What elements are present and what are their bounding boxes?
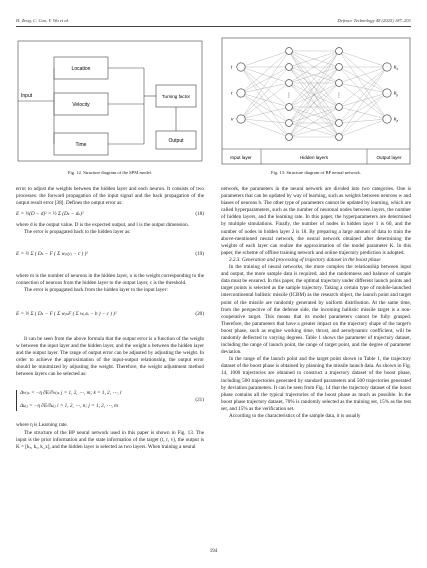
- equation-20-number: (20): [195, 311, 204, 318]
- network-edge: [241, 67, 289, 93]
- network-edge: [241, 93, 289, 137]
- figure-13-caption: Fig. 13. Structure diagram of BP neural network.: [271, 170, 361, 175]
- input-node-label: v: [231, 117, 234, 123]
- paragraph: The error is propagated back from the hidden layer to the input layer:: [24, 286, 168, 293]
- figure-12-caption: Fig. 12. Structure diagram of the SPM model.: [67, 170, 153, 175]
- network-edge: [241, 119, 289, 123]
- network-node: [286, 64, 293, 71]
- ellipsis-dots: ⋮: [286, 93, 292, 99]
- paragraph: The structure of the BP neural network used in this paper is shown in Fig. 13. The input is the prior information and the state information of the target (t, r, v), the output is K = [kₓ, kᵧ, k_z], and the hidden layer is selected as two layers. When training a neural: [16, 429, 204, 450]
- network-edge: [241, 67, 289, 83]
- node-label-velocity: Velocity: [72, 102, 90, 108]
- network-node: [336, 120, 343, 127]
- paragraph: It can be seen from the above formula that the output error is a function of the weight w between the input layer and the hidden layer, and the weight u between the hidden layer and the output layer. The range of output error can be adjusted by adjusting the weight. In order to achieve the approximation of the input-output relationship, the output error should be minimized by adjusting the weight. Therefore, the weight adjustment method between layers can be selected as:: [16, 335, 204, 378]
- section-heading: 3.2.3. Generation and processing of trajectory dataset in the boost phase: [229, 256, 381, 263]
- ellipsis-dots: ⋮: [336, 93, 342, 99]
- network-edge: [241, 67, 289, 137]
- input-node-label: t: [231, 65, 233, 71]
- network-node: [336, 48, 343, 55]
- network-edge: [241, 83, 289, 93]
- equation-19: [16, 241, 204, 269]
- paragraph: network, the parameters in the neural network are divided into two categories. One is parameters that can be updated by way of learning, such as weights between neurons w and biases of neurons b. The other type of parameters cannot be updated by learning, which are called hyperparameters, such as the number of neuronal nodes between layers, the number of hidden layers, and the learning rate. In this paper, the hyperparameters are determined by multiple simulations. Finally, the number of nodes in hidden layer 1 is 60, and the number of nodes in hidden layer 2 is 18. By preparing a large amount of data to train the above-mentioned neural network, the neural network obtained after determining the weights of each layer can realize the approximation of the model parameter K. In this paper, the scheme of offline training network and online trajectory prediction is adopted.: [221, 186, 411, 256]
- network-node: [237, 63, 245, 71]
- network-node: [336, 64, 343, 71]
- equation-18-body: E = ½(D − d)² = ½ Σ (Dₖ − dₖ)²: [16, 211, 84, 218]
- network-node: [336, 134, 343, 141]
- network-edge: [339, 67, 387, 93]
- layer-label-hidden: Hidden layers: [299, 155, 329, 160]
- output-node-label: $k_x$: [394, 65, 399, 71]
- layer-label-input: Input layer: [230, 155, 252, 160]
- spm-output-label: Output: [168, 138, 184, 144]
- right-column: [221, 186, 411, 420]
- running-header-journal: Defence Technology 48 (2025) 187–201: [337, 18, 411, 23]
- header-rule: [16, 26, 411, 27]
- network-edge: [339, 83, 387, 93]
- network-edge: [339, 119, 387, 137]
- equation-21-line-2: Δuᵢⱼ = −η ∂E/∂uᵢⱼ i = 1, 2, ⋯, n; j = 1, 2, ⋯, m: [20, 403, 118, 410]
- layer-label-output: Output layer: [376, 155, 402, 160]
- network-edge: [339, 51, 387, 93]
- paragraph: where m is the number of neurons in the hidden layer, u is the weight corresponding to the connection of neurons from the hidden layer to the output layer, c is the threshold.: [16, 272, 204, 286]
- equation-20: [16, 298, 204, 332]
- spm-diagram-svg: [16, 37, 204, 165]
- figure-13-bp-network: [221, 37, 411, 165]
- network-node: [383, 115, 391, 123]
- network-edge: [241, 93, 289, 123]
- equation-21: [16, 382, 204, 418]
- network-node: [237, 89, 245, 97]
- equation-19-number: (19): [195, 251, 204, 258]
- network-node: [237, 115, 245, 123]
- output-node-label: $k_y$: [394, 91, 399, 97]
- network-edge: [339, 67, 387, 119]
- paragraph: In the training of neural networks, the more complex the relationship between input and output, the more sample data is required, and the randomness and balance of sample data must be ensured. In this paper, the optimal trajectory under different launch points and target points is selected as the sample trajectory. Taking a certain type of mobile-launched intercontinental ballistic missile (ICBM) as the research object, the launch point and target point of the missile are randomly generated by uniform distribution. At the same time, from the perspective of the defense side, the incoming ballistic missile target is a non-cooperative target. This means that its model parameters cannot be fully grasped. Therefore, the parameters that have a greater impact on the trajectory shape of the target's boost phase, such as engine working time, thrust, and aerodynamic coefficient, will be randomly deflected to varying degrees. Table 1 shows the parameter of trajectory dataset, including the range of launch point, the range of target point, and the degree of parameter deviation.: [221, 264, 411, 356]
- network-edge: [241, 119, 289, 137]
- network-node: [383, 89, 391, 97]
- paragraph: error to adjust the weights between the hidden layer and each neuron. It consists of two processes: the forward propagation of the input signal and the back propagation of the output result error [38]. Defines the output error as:: [16, 186, 204, 207]
- paragraph: where η is Learning rate.: [16, 422, 68, 429]
- equation-21-line-1: Δwⱼₖ = −η ∂E/∂wⱼₖ j = 1, 2, ⋯, m; k = 1, 2, ⋯, l: [20, 390, 122, 397]
- paragraph: According to the characteristics of the sample data, it is usually: [229, 413, 361, 419]
- node-label-time: Time: [75, 142, 87, 148]
- bp-network-svg: [221, 37, 411, 165]
- network-edge: [339, 93, 387, 137]
- network-edge: [339, 67, 387, 83]
- network-node: [336, 80, 343, 87]
- equation-20-body: E = ½ Σ ( Dₖ − F ( Σ wⱼₖF ( Σ wᵢⱼxᵢ − b ) − c ) )²: [16, 311, 117, 318]
- network-node: [286, 104, 293, 111]
- paragraph: In the range of the launch point and the target point shown in Table 1, the trajectory dataset of the boost phase is obtained by planning the missile launch data. As shown in Fig. 14, 1000 trajectories are obtained to construct a trajectory dataset of the boost phase, including 500 trajectories generated by standard parameters and 500 trajectories generated by deviation parameters. It can be seen from Fig. 14 that the trajectory dataset of the boost phase contains all the typical trajectories of the boost phase as much as possible. In the boost phase trajectory dataset, 70% is randomly selected as the training set, 15% as the test set, and 15% as the verification set.: [221, 356, 411, 412]
- output-node-label: $k_z$: [394, 117, 399, 123]
- paragraph: The error is propagated back to the hidden layer as:: [24, 229, 131, 236]
- node-label-turning-factor: Turning factor: [161, 94, 191, 99]
- network-edge: [339, 119, 387, 123]
- network-node: [286, 48, 293, 55]
- network-edge: [241, 51, 289, 67]
- network-edge: [339, 51, 387, 67]
- network-edge: [339, 93, 387, 123]
- input-node-label: r: [231, 91, 233, 97]
- network-node: [383, 63, 391, 71]
- left-column: [16, 186, 204, 451]
- equation-21-number: (21): [195, 396, 204, 403]
- paragraph: where d is the output value. D is the expected output, and l is the output dimension.: [16, 222, 190, 229]
- equation-18: [16, 211, 204, 218]
- network-node: [286, 80, 293, 87]
- network-node: [286, 134, 293, 141]
- equation-19-body: E = ½ Σ ( Dₖ − F ( Σ wⱼₖyⱼ − c ) )²: [16, 251, 88, 258]
- network-node: [336, 104, 343, 111]
- network-edge: [241, 51, 289, 93]
- network-edge: [241, 67, 289, 119]
- page-number: 194: [209, 549, 218, 554]
- node-label-location: Location: [71, 66, 91, 72]
- network-node: [286, 120, 293, 127]
- running-header-authors: H. Zeng, C. Cao, Y. Wu et al.: [16, 18, 70, 23]
- figure-12-spm-diagram: [16, 37, 204, 165]
- spm-input-label: Input: [21, 93, 33, 99]
- equation-18-number: (18): [195, 211, 204, 218]
- network-edge: [339, 67, 387, 137]
